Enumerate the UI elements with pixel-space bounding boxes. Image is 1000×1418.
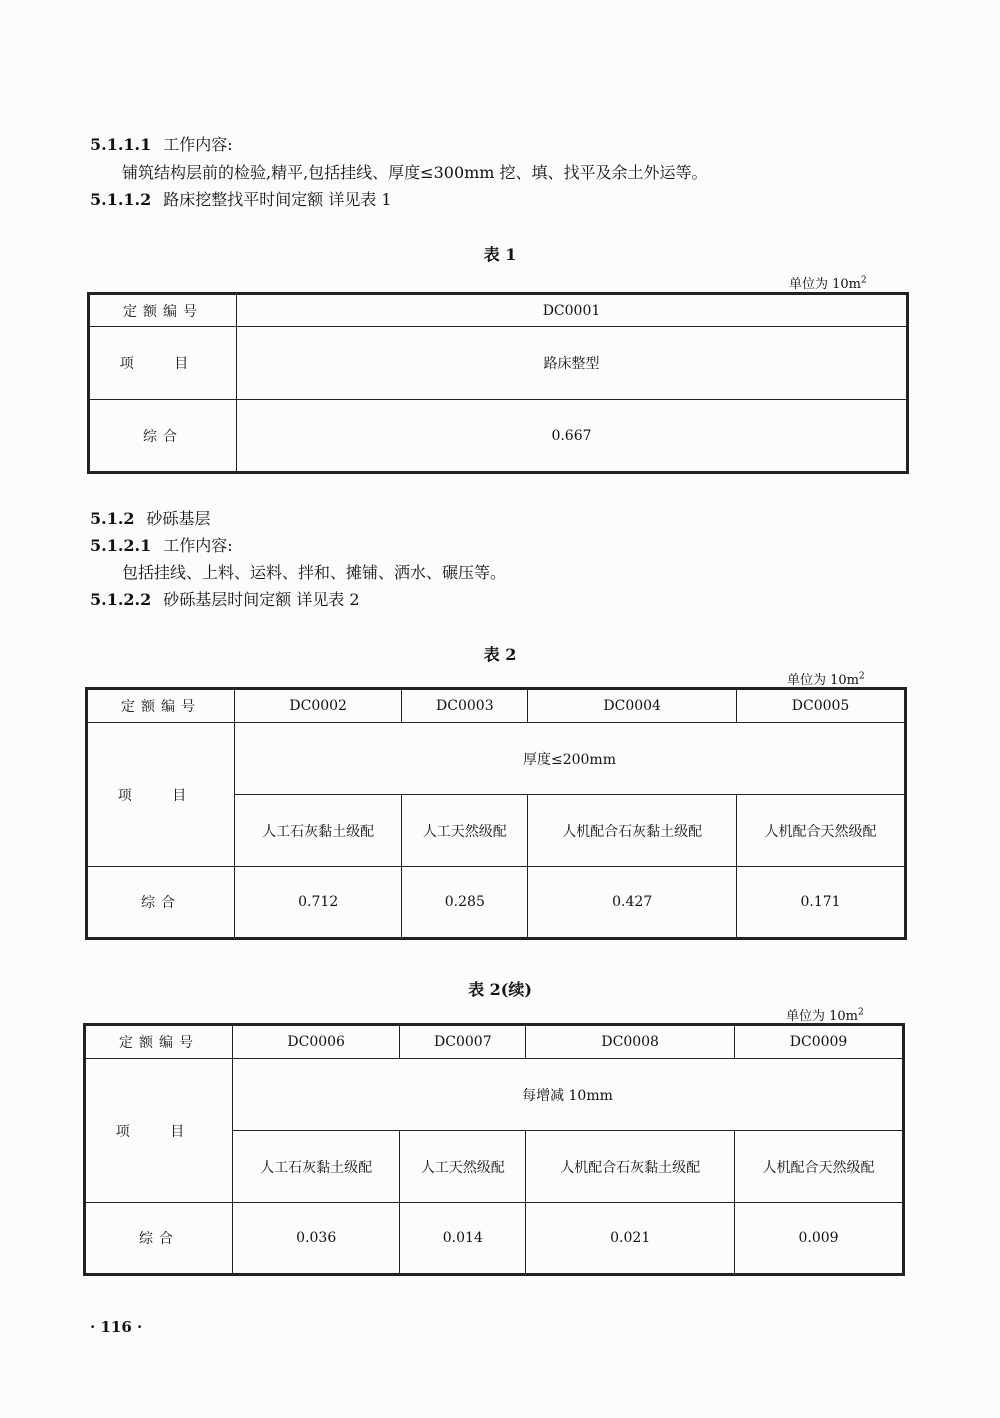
- table-row: [85, 1059, 904, 1131]
- row-label-code: 定额编号: [85, 1025, 233, 1059]
- cell-item: 人工石灰黏土级配: [235, 795, 402, 867]
- section-5-1-2-heading: [90, 506, 211, 529]
- cell-code: DC0003: [402, 689, 528, 723]
- cell-code: DC0009: [735, 1025, 904, 1059]
- section-title: 砂砾基层: [146, 509, 211, 528]
- table-2-cont-unit: 单位为 $10m^2$: [786, 1007, 864, 1024]
- section-5-1-2-1-heading: [90, 533, 233, 556]
- cell-group: 每增减 10mm: [233, 1059, 904, 1131]
- cell-group: 厚度≤200mm: [235, 723, 906, 795]
- cell-item: 人工石灰黏土级配: [233, 1131, 400, 1203]
- cell-total: 0.285: [402, 867, 528, 939]
- cell-item: 人工天然级配: [400, 1131, 526, 1203]
- cell-item: 人机配合天然级配: [735, 1131, 904, 1203]
- table-2-unit: 单位为 $10m^2$: [787, 671, 865, 688]
- cell-total: 0.667: [237, 400, 908, 473]
- table-2: [85, 687, 907, 940]
- cell-item: 人工天然级配: [402, 795, 528, 867]
- section-number: 5.1.2.2: [90, 590, 152, 609]
- section-5-1-1-2-heading: [90, 187, 392, 210]
- table-1-unit: 单位为 $10m^2$: [789, 275, 867, 292]
- cell-total: 0.427: [528, 867, 737, 939]
- row-label-item: 项 目: [87, 723, 235, 867]
- table-row: [87, 689, 906, 723]
- table-2-title: 表 2: [483, 645, 517, 664]
- row-label-item: 项 目: [85, 1059, 233, 1203]
- section-number: 5.1.1.2: [90, 190, 152, 209]
- row-label-code: 定额编号: [89, 294, 237, 327]
- cell-total: 0.014: [400, 1203, 526, 1275]
- section-5-1-2-2-heading: [90, 587, 360, 610]
- cell-code: DC0008: [526, 1025, 735, 1059]
- table-row: [87, 723, 906, 795]
- section-title: 砂砾基层时间定额 详见表 2: [163, 590, 360, 609]
- cell-code: DC0004: [528, 689, 737, 723]
- row-label-total: 综合: [89, 400, 237, 473]
- section-5-1-1-1-heading: [90, 132, 233, 155]
- section-title: 工作内容:: [163, 135, 233, 154]
- section-title: 路床挖整找平时间定额 详见表 1: [163, 190, 392, 209]
- cell-total: 0.036: [233, 1203, 400, 1275]
- section-number: 5.1.1.1: [90, 135, 152, 154]
- cell-code: DC0006: [233, 1025, 400, 1059]
- cell-code: DC0005: [737, 689, 906, 723]
- cell-total: 0.009: [735, 1203, 904, 1275]
- cell-code: DC0002: [235, 689, 402, 723]
- table-1: [87, 292, 909, 474]
- cell-code: DC0007: [400, 1025, 526, 1059]
- section-number: 5.1.2.1: [90, 536, 152, 555]
- section-title: 工作内容:: [163, 536, 233, 555]
- cell-total: 0.021: [526, 1203, 735, 1275]
- cell-item: 人机配合石灰黏土级配: [528, 795, 737, 867]
- table-row: [89, 327, 908, 400]
- table-row: [89, 400, 908, 473]
- section-number: 5.1.2: [90, 509, 135, 528]
- table-row: [87, 867, 906, 939]
- cell-item: 人机配合天然级配: [737, 795, 906, 867]
- table-row: [85, 1203, 904, 1275]
- cell-total: 0.712: [235, 867, 402, 939]
- row-label-code: 定额编号: [87, 689, 235, 723]
- row-label-item: 项 目: [89, 327, 237, 400]
- cell-total: 0.171: [737, 867, 906, 939]
- section-5-1-2-1-content: 包括挂线、上料、运料、拌和、摊铺、洒水、碾压等。: [122, 563, 507, 582]
- row-label-total: 综合: [85, 1203, 233, 1275]
- page-number: · 116 ·: [90, 1318, 143, 1336]
- table-row: [89, 294, 908, 327]
- table-row: [85, 1025, 904, 1059]
- cell-item: 人机配合石灰黏土级配: [526, 1131, 735, 1203]
- section-5-1-1-1-content: 铺筑结构层前的检验,精平,包括挂线、厚度≤300mm 挖、填、找平及余土外运等。: [122, 163, 708, 182]
- table-2-cont-title: 表 2(续): [468, 980, 532, 999]
- cell-code: DC0001: [237, 294, 908, 327]
- table-2-cont: [83, 1023, 905, 1276]
- table-1-title: 表 1: [483, 245, 517, 264]
- cell-item: 路床整型: [237, 327, 908, 400]
- row-label-total: 综合: [87, 867, 235, 939]
